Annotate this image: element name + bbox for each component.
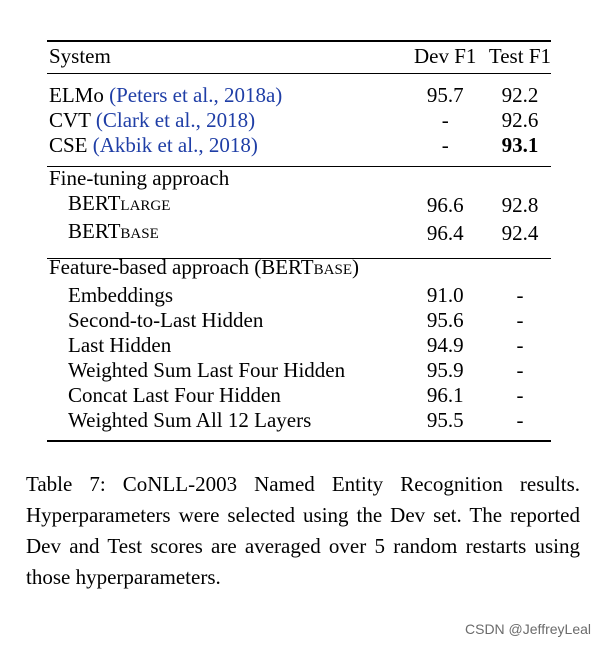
test-score: - [516,308,524,332]
dev-score: 96.1 [426,383,464,407]
header-row [47,44,551,69]
table-row [47,108,551,133]
table-row [47,383,551,408]
dev-score: - [441,108,449,132]
feature-name: Weighted Sum All 12 Layers [68,408,312,432]
header-system: System [49,44,111,68]
citation-link[interactable]: (Akbik et al., 2018) [92,133,258,157]
feature-name: Second-to-Last Hidden [68,308,264,332]
system-name: ELMo [49,83,104,107]
test-score: 92.8 [501,192,539,217]
table-row [47,408,551,433]
model-size: LARGE [120,198,171,214]
table-row [47,133,551,158]
table-row [47,333,551,358]
feature-name: Embeddings [68,283,173,307]
model-name: BERT [68,219,121,243]
table-row [47,358,551,383]
header-dev-f1: Dev F1 [413,44,477,68]
system-name: CSE [49,133,88,157]
table-bottom-rule [47,440,551,442]
table-top-rule [47,40,551,42]
header-test-f1: Test F1 [488,44,551,68]
dev-score: 95.7 [426,83,464,107]
test-score: - [516,408,524,432]
test-score: 92.2 [501,83,539,107]
table-row [47,308,551,333]
test-score: 92.6 [501,108,539,132]
model-name: BERT [68,191,121,215]
dev-score: 91.0 [426,283,464,307]
test-score: - [516,333,524,357]
feature-name: Weighted Sum Last Four Hidden [68,358,346,382]
citation-link[interactable]: (Clark et al., 2018) [95,108,256,132]
results-table [47,44,551,433]
dev-score: 95.5 [426,408,464,432]
section-title-finetuning: Fine-tuning approach [49,166,230,190]
system-name: CVT [49,108,91,132]
dev-score: 94.9 [426,333,464,357]
test-score: - [516,283,524,307]
table-row [47,283,551,308]
section-heading-row [47,166,551,191]
table-row [47,83,551,108]
dev-score: 95.9 [426,358,464,382]
dev-score: - [441,133,449,157]
feature-name: Concat Last Four Hidden [68,383,281,407]
feature-name: Last Hidden [68,333,172,357]
model-size: BASE [120,226,159,242]
section-heading-row [47,255,551,283]
test-score: - [516,383,524,407]
test-score-best: 93.1 [501,133,539,157]
table-caption: Table 7: CoNLL-2003 Named Entity Recognition results. Hyperparameters were selected using the Dev set. The reported Dev and Test scores are averaged over 5 random restarts using those hyperparameters. [26,472,580,589]
test-score: - [516,358,524,382]
watermark: CSDN @JeffreyLeal [465,621,591,637]
table-row [47,219,551,247]
table-row [47,191,551,219]
dev-score: 96.6 [426,192,464,217]
test-score: 92.4 [501,220,539,245]
dev-score: 95.6 [426,308,464,332]
citation-link[interactable]: (Peters et al., 2018a) [109,83,283,107]
section-title-feature-based: Feature-based approach (BERTBASE) [49,255,359,279]
dev-score: 96.4 [426,220,464,245]
